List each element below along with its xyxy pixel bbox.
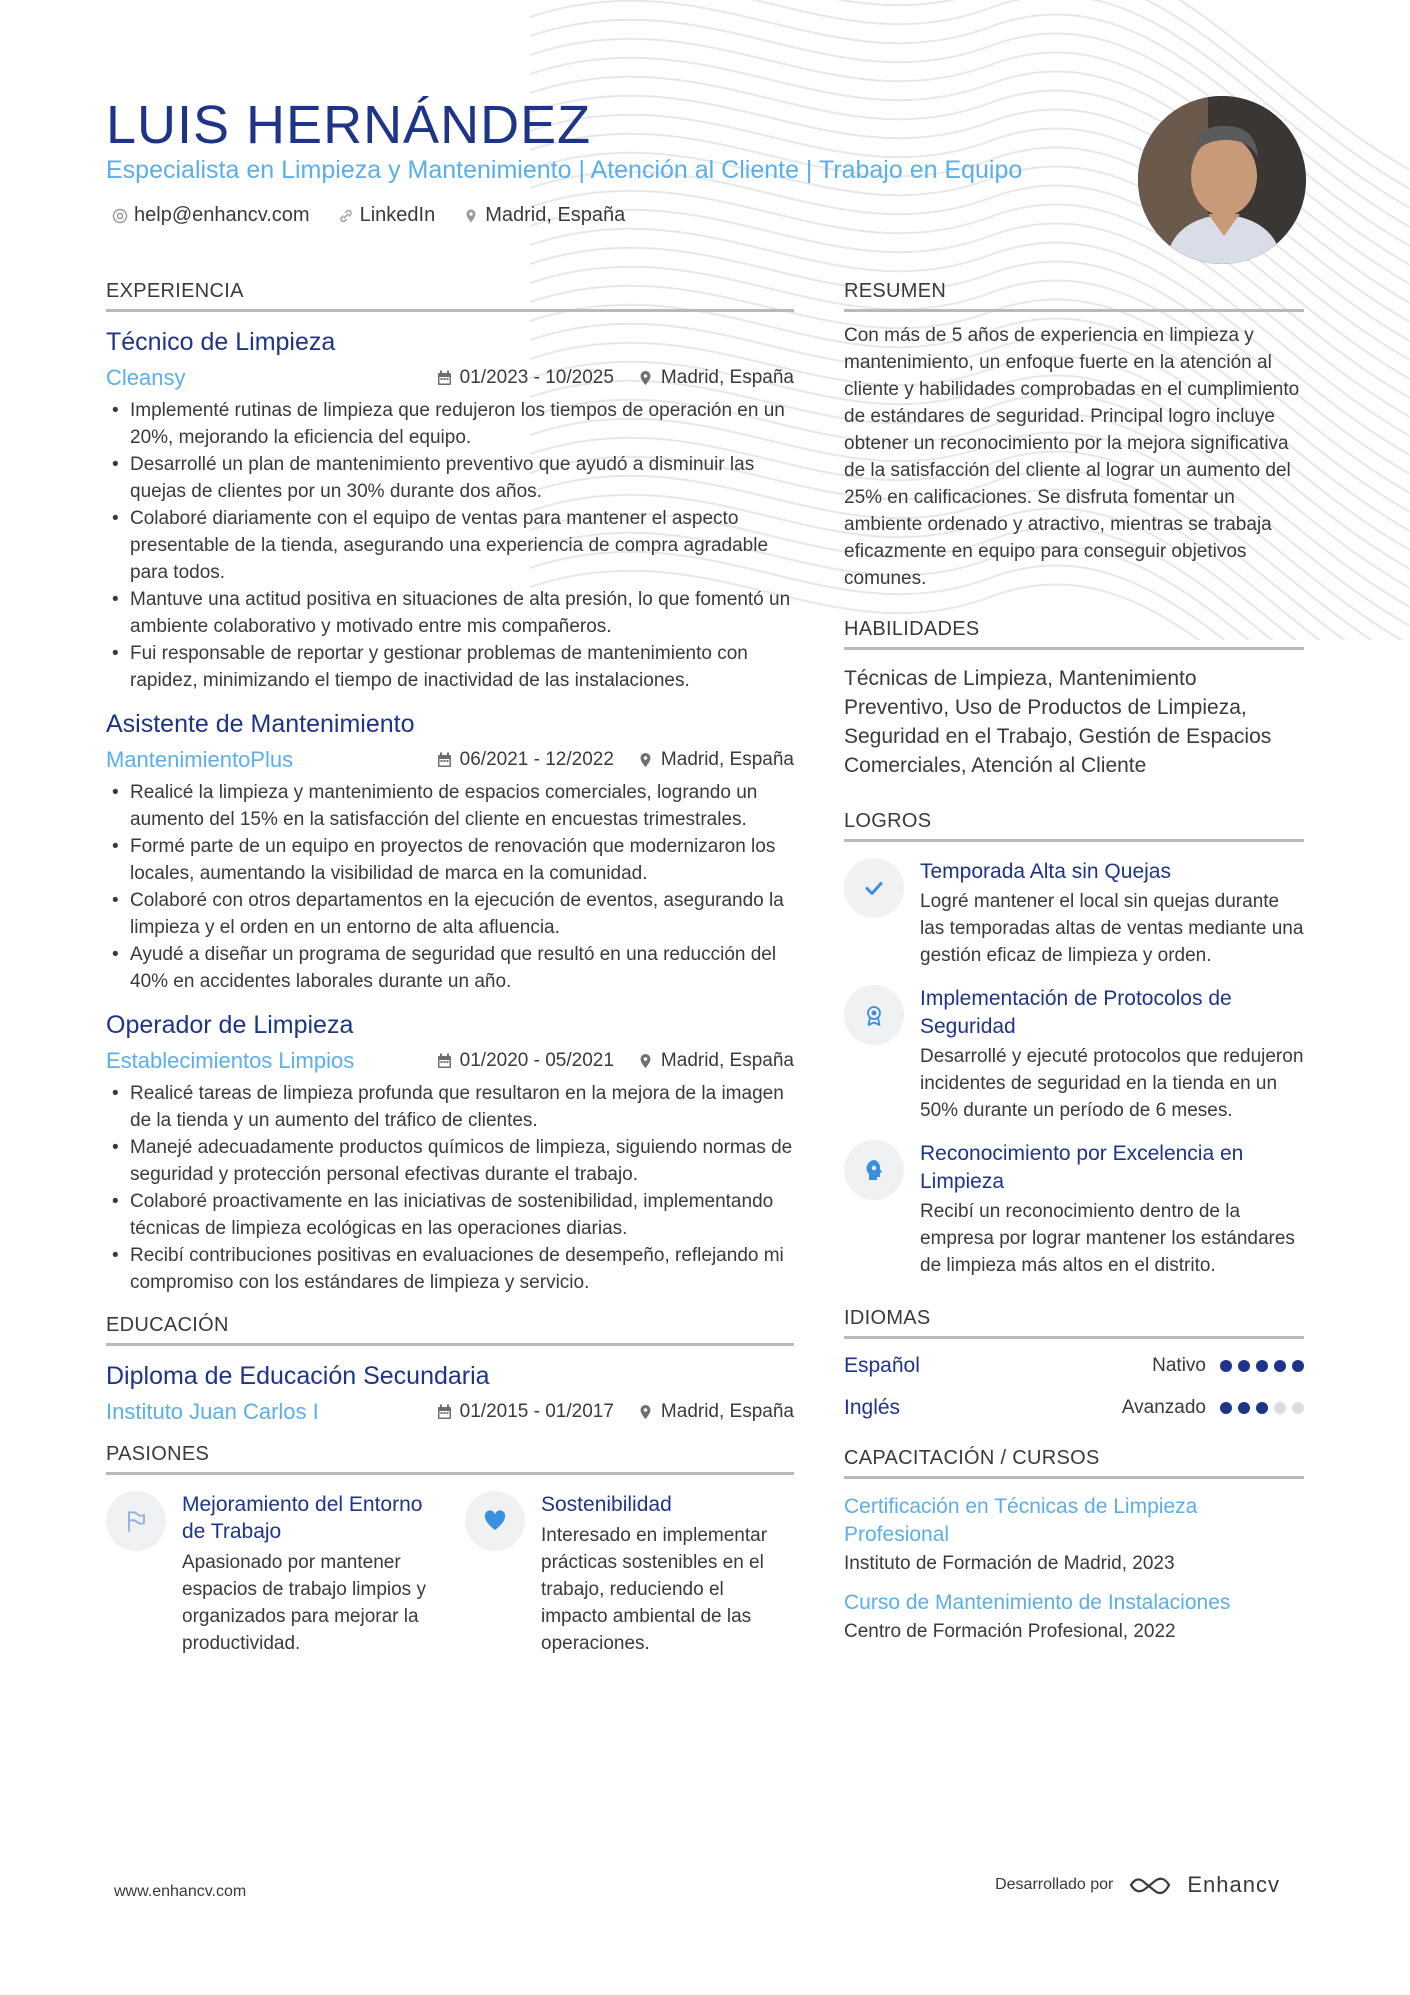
location-pin-icon xyxy=(463,208,479,224)
job-bullet: • Colaboré con otros departamentos en la ejecución de eventos, asegurando la limpieza y el orden en un entorno de alta afluencia. xyxy=(106,887,794,941)
job-bullet: • Realicé tareas de limpieza profunda que resultaron en la mejora de la imagen de la tienda y un aumento del tráfico de clientes. xyxy=(106,1080,794,1134)
proficiency-dot xyxy=(1274,1402,1286,1414)
experience-list xyxy=(106,328,794,1296)
job-dates: 06/2021 - 12/2022 xyxy=(437,749,614,771)
course-institution: Instituto de Formación de Madrid, 2023 xyxy=(844,1553,1175,1574)
job-bullet: • Mantuve una actitud positiva en situaciones de alta presión, lo que fomentó un ambiente colaborativo y motivado entre mis compañeros. xyxy=(106,586,794,640)
calendar-icon xyxy=(437,752,452,768)
school-name: Instituto Juan Carlos I xyxy=(106,1399,319,1424)
job-entry xyxy=(106,1011,794,1296)
passion-icon-wrap xyxy=(106,1491,166,1551)
location-pin-icon xyxy=(638,370,653,386)
job-title: Operador de Limpieza xyxy=(106,1011,354,1039)
job-entry xyxy=(106,328,794,694)
calendar-icon xyxy=(437,370,452,386)
courses-heading: CAPACITACIÓN / CURSOS xyxy=(844,1447,1304,1479)
location-pin-icon xyxy=(638,1404,653,1420)
candidate-name: LUIS HERNÁNDEZ xyxy=(106,95,592,155)
language-name: Español xyxy=(844,1354,920,1377)
flag-icon xyxy=(123,1508,149,1534)
company-name: MantenimientoPlus xyxy=(106,747,294,772)
course-institution: Centro de Formación Profesional, 2022 xyxy=(844,1621,1176,1642)
right-column xyxy=(844,280,1304,1643)
passion-title: Mejoramiento del Entorno de Trabajo xyxy=(182,1493,423,1543)
passions-heading: PASIONES xyxy=(106,1443,794,1475)
job-bullet: • Ayudé a diseñar un programa de seguridad que resultó en una reducción del 40% en accidentes laborales durante un año. xyxy=(106,941,794,995)
email-text: help@enhancv.com xyxy=(134,204,310,226)
candidate-headline: Especialista en Limpieza y Mantenimiento | Atención al Cliente | Trabajo en Equipo xyxy=(106,156,1023,184)
job-bullet: • Recibí contribuciones positivas en evaluaciones de desempeño, reflejando mi compromiso con los estándares de limpieza y servicio. xyxy=(106,1242,794,1296)
proficiency-dot xyxy=(1292,1360,1304,1372)
location-text: Madrid, España xyxy=(485,204,626,226)
footer-website[interactable]: www.enhancv.com xyxy=(114,1883,247,1900)
achievement-icon-wrap xyxy=(844,1140,904,1200)
proficiency-dot xyxy=(1220,1402,1232,1414)
job-dates: 01/2023 - 10/2025 xyxy=(437,367,614,389)
achievements-heading: LOGROS xyxy=(844,810,1304,842)
check-icon xyxy=(861,875,887,901)
achievement-desc: Logré mantener el local sin quejas durante las temporadas altas de ventas mediante una gestión eficaz de limpieza y orden. xyxy=(920,891,1304,966)
proficiency-dots xyxy=(1220,1402,1304,1414)
achievement-icon-wrap xyxy=(844,985,904,1045)
achievement-item xyxy=(844,858,1304,969)
proficiency-dots xyxy=(1220,1360,1304,1372)
achievement-desc: Recibí un reconocimiento dentro de la empresa por lograr mantener los estándares de limpieza más altos en el distrito. xyxy=(920,1201,1295,1276)
course-title: Curso de Mantenimiento de Instalaciones xyxy=(844,1591,1231,1614)
contact-email[interactable] xyxy=(112,204,310,227)
passions-list xyxy=(106,1491,794,1657)
job-bullet: • Implementé rutinas de limpieza que redujeron los tiempos de operación en un 20%, mejorando la eficiencia del equipo. xyxy=(106,397,794,451)
location-pin-icon xyxy=(638,752,653,768)
language-level: Nativo xyxy=(1152,1355,1206,1376)
job-bullet: • Desarrollé un plan de mantenimiento preventivo que ayudó a disminuir las quejas de clientes por un 30% durante dos años. xyxy=(106,451,794,505)
job-location: Madrid, España xyxy=(638,749,794,771)
award-icon xyxy=(861,1002,887,1028)
contact-bar xyxy=(112,204,625,227)
summary-heading: RESUMEN xyxy=(844,280,1304,312)
footer-branding xyxy=(995,1872,1280,1898)
skills-text: Técnicas de Limpieza, Mantenimiento Preventivo, Uso de Productos de Limpieza, Seguridad en el Trabajo, Gestión de Espacios Comerciales, Atención al Cliente xyxy=(844,667,1272,777)
language-row xyxy=(844,1351,1304,1381)
job-bullet: • Manejé adecuadamente productos químicos de limpieza, siguiendo normas de seguridad y protección personal efectivas durante el trabajo. xyxy=(106,1134,794,1188)
language-name: Inglés xyxy=(844,1396,901,1419)
job-bullet: • Fui responsable de reportar y gestionar problemas de mantenimiento con rapidez, minimizando el tiempo de inactividad de las instalaciones. xyxy=(106,640,794,694)
passion-title: Sostenibilidad xyxy=(541,1493,672,1516)
brand-name: Enhancv xyxy=(1187,1872,1280,1897)
achievement-title: Temporada Alta sin Quejas xyxy=(920,860,1171,883)
left-column xyxy=(106,280,794,1657)
job-entry xyxy=(106,710,794,995)
job-dates: 01/2020 - 05/2021 xyxy=(437,1050,614,1072)
passion-desc: Interesado en implementar prácticas sostenibles en el trabajo, reduciendo el impacto ambiental de las operaciones. xyxy=(541,1525,768,1654)
job-bullet: • Realicé la limpieza y mantenimiento de espacios comerciales, logrando un aumento del 15% en la satisfacción del cliente en encuestas trimestrales. xyxy=(106,779,794,833)
proficiency-dot xyxy=(1292,1402,1304,1414)
languages-heading: IDIOMAS xyxy=(844,1307,1304,1339)
job-bullets xyxy=(106,779,794,995)
job-location: Madrid, España xyxy=(638,1050,794,1072)
skills-heading: HABILIDADES xyxy=(844,618,1304,650)
link-icon xyxy=(338,208,354,224)
avatar-illustration xyxy=(1138,96,1306,264)
achievement-title: Reconocimiento por Excelencia en Limpieza xyxy=(920,1142,1244,1193)
head-icon xyxy=(861,1157,887,1183)
passion-item xyxy=(106,1491,435,1657)
at-icon xyxy=(112,208,128,224)
job-bullets xyxy=(106,1080,794,1296)
company-name: Establecimientos Limpios xyxy=(106,1048,355,1073)
job-bullets xyxy=(106,397,794,694)
job-title: Técnico de Limpieza xyxy=(106,328,336,356)
experience-heading: EXPERIENCIA xyxy=(106,280,794,312)
job-bullet: • Colaboré proactivamente en las iniciativas de sostenibilidad, implementando técnicas de limpieza ecológicas en las operaciones diarias. xyxy=(106,1188,794,1242)
linkedin-text: LinkedIn xyxy=(359,204,436,226)
powered-by-label: Desarrollado por xyxy=(995,1876,1114,1893)
achievement-item xyxy=(844,985,1304,1124)
language-row xyxy=(844,1393,1304,1423)
job-location: Madrid, España xyxy=(638,367,794,389)
achievement-icon-wrap xyxy=(844,858,904,918)
contact-linkedin[interactable] xyxy=(338,204,436,227)
passion-desc: Apasionado por mantener espacios de trabajo limpios y organizados para mejorar la productividad. xyxy=(182,1552,426,1654)
course-item xyxy=(844,1589,1304,1643)
job-bullet: • Formé parte de un equipo en proyectos de renovación que modernizaron los locales, aumentando la visibilidad de marca en la comunidad. xyxy=(106,833,794,887)
job-title: Asistente de Mantenimiento xyxy=(106,710,415,738)
enhancv-logo-icon xyxy=(1127,1873,1173,1897)
languages-list xyxy=(844,1351,1304,1423)
passion-icon-wrap xyxy=(465,1491,525,1551)
proficiency-dot xyxy=(1274,1360,1286,1372)
calendar-icon xyxy=(437,1404,452,1420)
contact-location xyxy=(463,204,625,227)
education-dates: 01/2015 - 01/2017 xyxy=(437,1401,614,1423)
job-bullet: • Colaboré diariamente con el equipo de ventas para mantener el aspecto presentable de la tienda, asegurando una experiencia de compra agradable para todos. xyxy=(106,505,794,586)
course-title: Certificación en Técnicas de Limpieza Profesional xyxy=(844,1495,1198,1546)
proficiency-dot xyxy=(1220,1360,1232,1372)
location-pin-icon xyxy=(638,1053,653,1069)
company-name: Cleansy xyxy=(106,365,186,390)
profile-photo xyxy=(1138,96,1306,264)
passion-item xyxy=(465,1491,794,1657)
proficiency-dot xyxy=(1238,1360,1250,1372)
proficiency-dot xyxy=(1238,1402,1250,1414)
achievement-title: Implementación de Protocolos de Seguridad xyxy=(920,987,1232,1038)
proficiency-dot xyxy=(1256,1360,1268,1372)
education-entry xyxy=(106,1362,794,1425)
education-heading: EDUCACIÓN xyxy=(106,1314,794,1346)
achievement-item xyxy=(844,1140,1304,1279)
summary-text: Con más de 5 años de experiencia en limpieza y mantenimiento, un enfoque fuerte en la atención al cliente y habilidades comprobadas en el cumplimiento de estándares de seguridad. Principal logro incluye obtener un reconocimiento por la mejora significativa de la satisfacción del cliente al lograr un aumento del 25% en calificaciones. Se disfruta fomentar un ambiente ordenado y atractivo, mientras se trabaja eficazmente en equipo para conseguir objetivos comunes. xyxy=(844,325,1300,589)
achievement-desc: Desarrollé y ejecuté protocolos que redujeron incidentes de seguridad en la tienda en un 50% durante un período de 6 meses. xyxy=(920,1046,1304,1121)
language-level: Avanzado xyxy=(1121,1397,1206,1418)
calendar-icon xyxy=(437,1053,452,1069)
heart-icon xyxy=(482,1508,508,1534)
degree-title: Diploma de Educación Secundaria xyxy=(106,1362,490,1390)
proficiency-dot xyxy=(1256,1402,1268,1414)
education-location: Madrid, España xyxy=(638,1401,794,1423)
course-item xyxy=(844,1493,1304,1575)
